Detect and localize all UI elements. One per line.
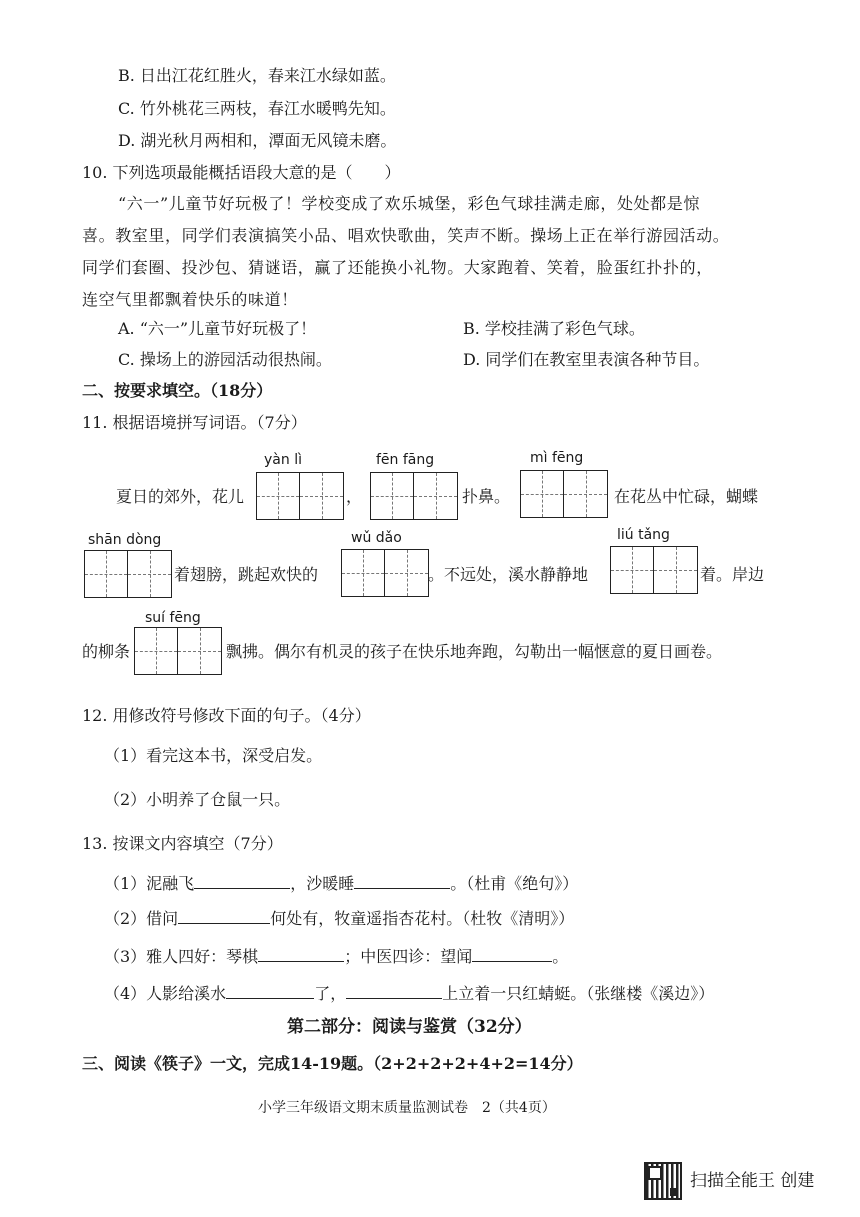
- q13-text: 何处有，牧童遥指杏花村。（杜牧《清明》）: [270, 909, 575, 928]
- q11-text: 在花丛中忙碌，蝴蝶: [614, 487, 759, 506]
- q13-text: 了，: [314, 984, 347, 1003]
- q13-line-1: [104, 872, 578, 894]
- answer-grid-yanli[interactable]: [256, 472, 344, 520]
- q13-line-4: [104, 982, 714, 1004]
- q13-text: 。（杜甫《绝句》）: [450, 874, 579, 893]
- answer-grid-wudao[interactable]: [341, 549, 429, 597]
- q10-option-d: D. 同学们在教室里表演各种节目。: [463, 350, 710, 369]
- q11-stem: 11. 根据语境拼写词语。（7分）: [82, 413, 307, 432]
- pinyin-label: fēn fāng: [376, 452, 435, 468]
- q12-sentence: （2）小明养了仓鼠一只。: [104, 790, 291, 809]
- part-2-heading: 第二部分：阅读与鉴赏（32分）: [287, 1017, 532, 1037]
- pinyin-label: shān dòng: [88, 532, 162, 548]
- fill-blank[interactable]: [472, 945, 552, 962]
- q11-text: ，: [346, 487, 363, 506]
- q11-text: 扑鼻。: [462, 487, 511, 506]
- q13-line-2: [104, 907, 574, 929]
- page-footer: 小学三年级语文期末质量监测试卷 2（共4页）: [258, 1100, 556, 1116]
- fill-blank[interactable]: [178, 907, 270, 924]
- section-2-heading: 二、按要求填空。（18分）: [82, 381, 273, 400]
- q10-option-b: B. 学校挂满了彩色气球。: [463, 319, 645, 338]
- q10-passage-line: “六一”儿童节好玩极了！学校变成了欢乐城堡，彩色气球挂满走廊，处处都是惊: [118, 194, 700, 213]
- q12-stem: 12. 用修改符号修改下面的句子。（4分）: [82, 706, 371, 725]
- q13-line-3: [104, 945, 568, 967]
- q9-option-b: B. 日出江花红胜火，春来江水绿如蓝。: [118, 66, 396, 85]
- answer-grid-suifeng[interactable]: [134, 627, 222, 675]
- q11-text: 着。岸边: [700, 565, 765, 584]
- q10-passage-line: 喜。教室里，同学们表演搞笑小品、唱欢快歌曲，笑声不断。操场上正在举行游园活动。: [82, 226, 730, 245]
- fill-blank[interactable]: [346, 982, 442, 999]
- q13-text: ；中医四诊：望闻: [344, 947, 473, 966]
- q11-text: 。不远处，溪水静静地: [428, 565, 589, 584]
- q9-option-c: C. 竹外桃花三两枝，春江水暖鸭先知。: [118, 99, 396, 118]
- q13-text: （1）泥融飞: [104, 874, 195, 893]
- q13-text: （3）雅人四好：琴棋: [104, 947, 259, 966]
- q13-text: ，沙暖睡: [290, 874, 355, 893]
- fill-blank[interactable]: [258, 945, 344, 962]
- q10-passage-line: 连空气里都飘着快乐的味道！: [82, 290, 298, 309]
- q11-text: 夏日的郊外，花儿: [116, 487, 245, 506]
- q9-option-d: D. 湖光秋月两相和，潭面无风镜未磨。: [118, 131, 397, 150]
- q11-text: 的柳条: [82, 642, 131, 661]
- scanner-watermark: 扫描全能王 创建: [690, 1171, 815, 1191]
- answer-grid-shandong[interactable]: [84, 550, 172, 598]
- pinyin-label: liú tǎng: [617, 527, 670, 543]
- fill-blank[interactable]: [226, 982, 314, 999]
- pinyin-label: wǔ dǎo: [351, 530, 402, 546]
- q13-text: （2）借问: [104, 909, 179, 928]
- q13-text: （4）人影给溪水: [104, 984, 227, 1003]
- q10-option-c: C. 操场上的游园活动很热闹。: [118, 350, 332, 369]
- q10-passage-line: 同学们套圈、投沙包、猜谜语，赢了还能换小礼物。大家跑着、笑着，脸蛋红扑扑的，: [82, 258, 713, 277]
- q13-stem: 13. 按课文内容填空（7分）: [82, 834, 283, 853]
- q13-text: 。: [552, 947, 569, 966]
- q12-sentence: （1）看完这本书，深受启发。: [104, 746, 323, 765]
- q10-stem: 10. 下列选项最能概括语段大意的是（ ）: [82, 163, 401, 182]
- q11-text: 着翅膀，跳起欢快的: [174, 565, 319, 584]
- answer-grid-fenfang[interactable]: [370, 472, 458, 520]
- pinyin-label: mì fēng: [530, 450, 584, 466]
- q11-text: 飘拂。偶尔有机灵的孩子在快乐地奔跑，勾勒出一幅惬意的夏日画卷。: [226, 642, 723, 661]
- answer-grid-liutang[interactable]: [610, 546, 698, 594]
- q10-option-a: A. “六一”儿童节好玩极了！: [118, 319, 317, 338]
- q13-text: 上立着一只红蜻蜓。（张继楼《溪边》）: [442, 984, 715, 1003]
- pinyin-label: yàn lì: [264, 452, 302, 468]
- fill-blank[interactable]: [354, 872, 450, 889]
- pinyin-label: suí fēng: [145, 610, 201, 626]
- fill-blank[interactable]: [194, 872, 290, 889]
- section-3-heading: 三、阅读《筷子》一文，完成14-19题。（2+2+2+2+4+2=14分）: [82, 1054, 583, 1073]
- answer-grid-mifeng[interactable]: [520, 470, 608, 518]
- qr-code-icon: [644, 1162, 682, 1200]
